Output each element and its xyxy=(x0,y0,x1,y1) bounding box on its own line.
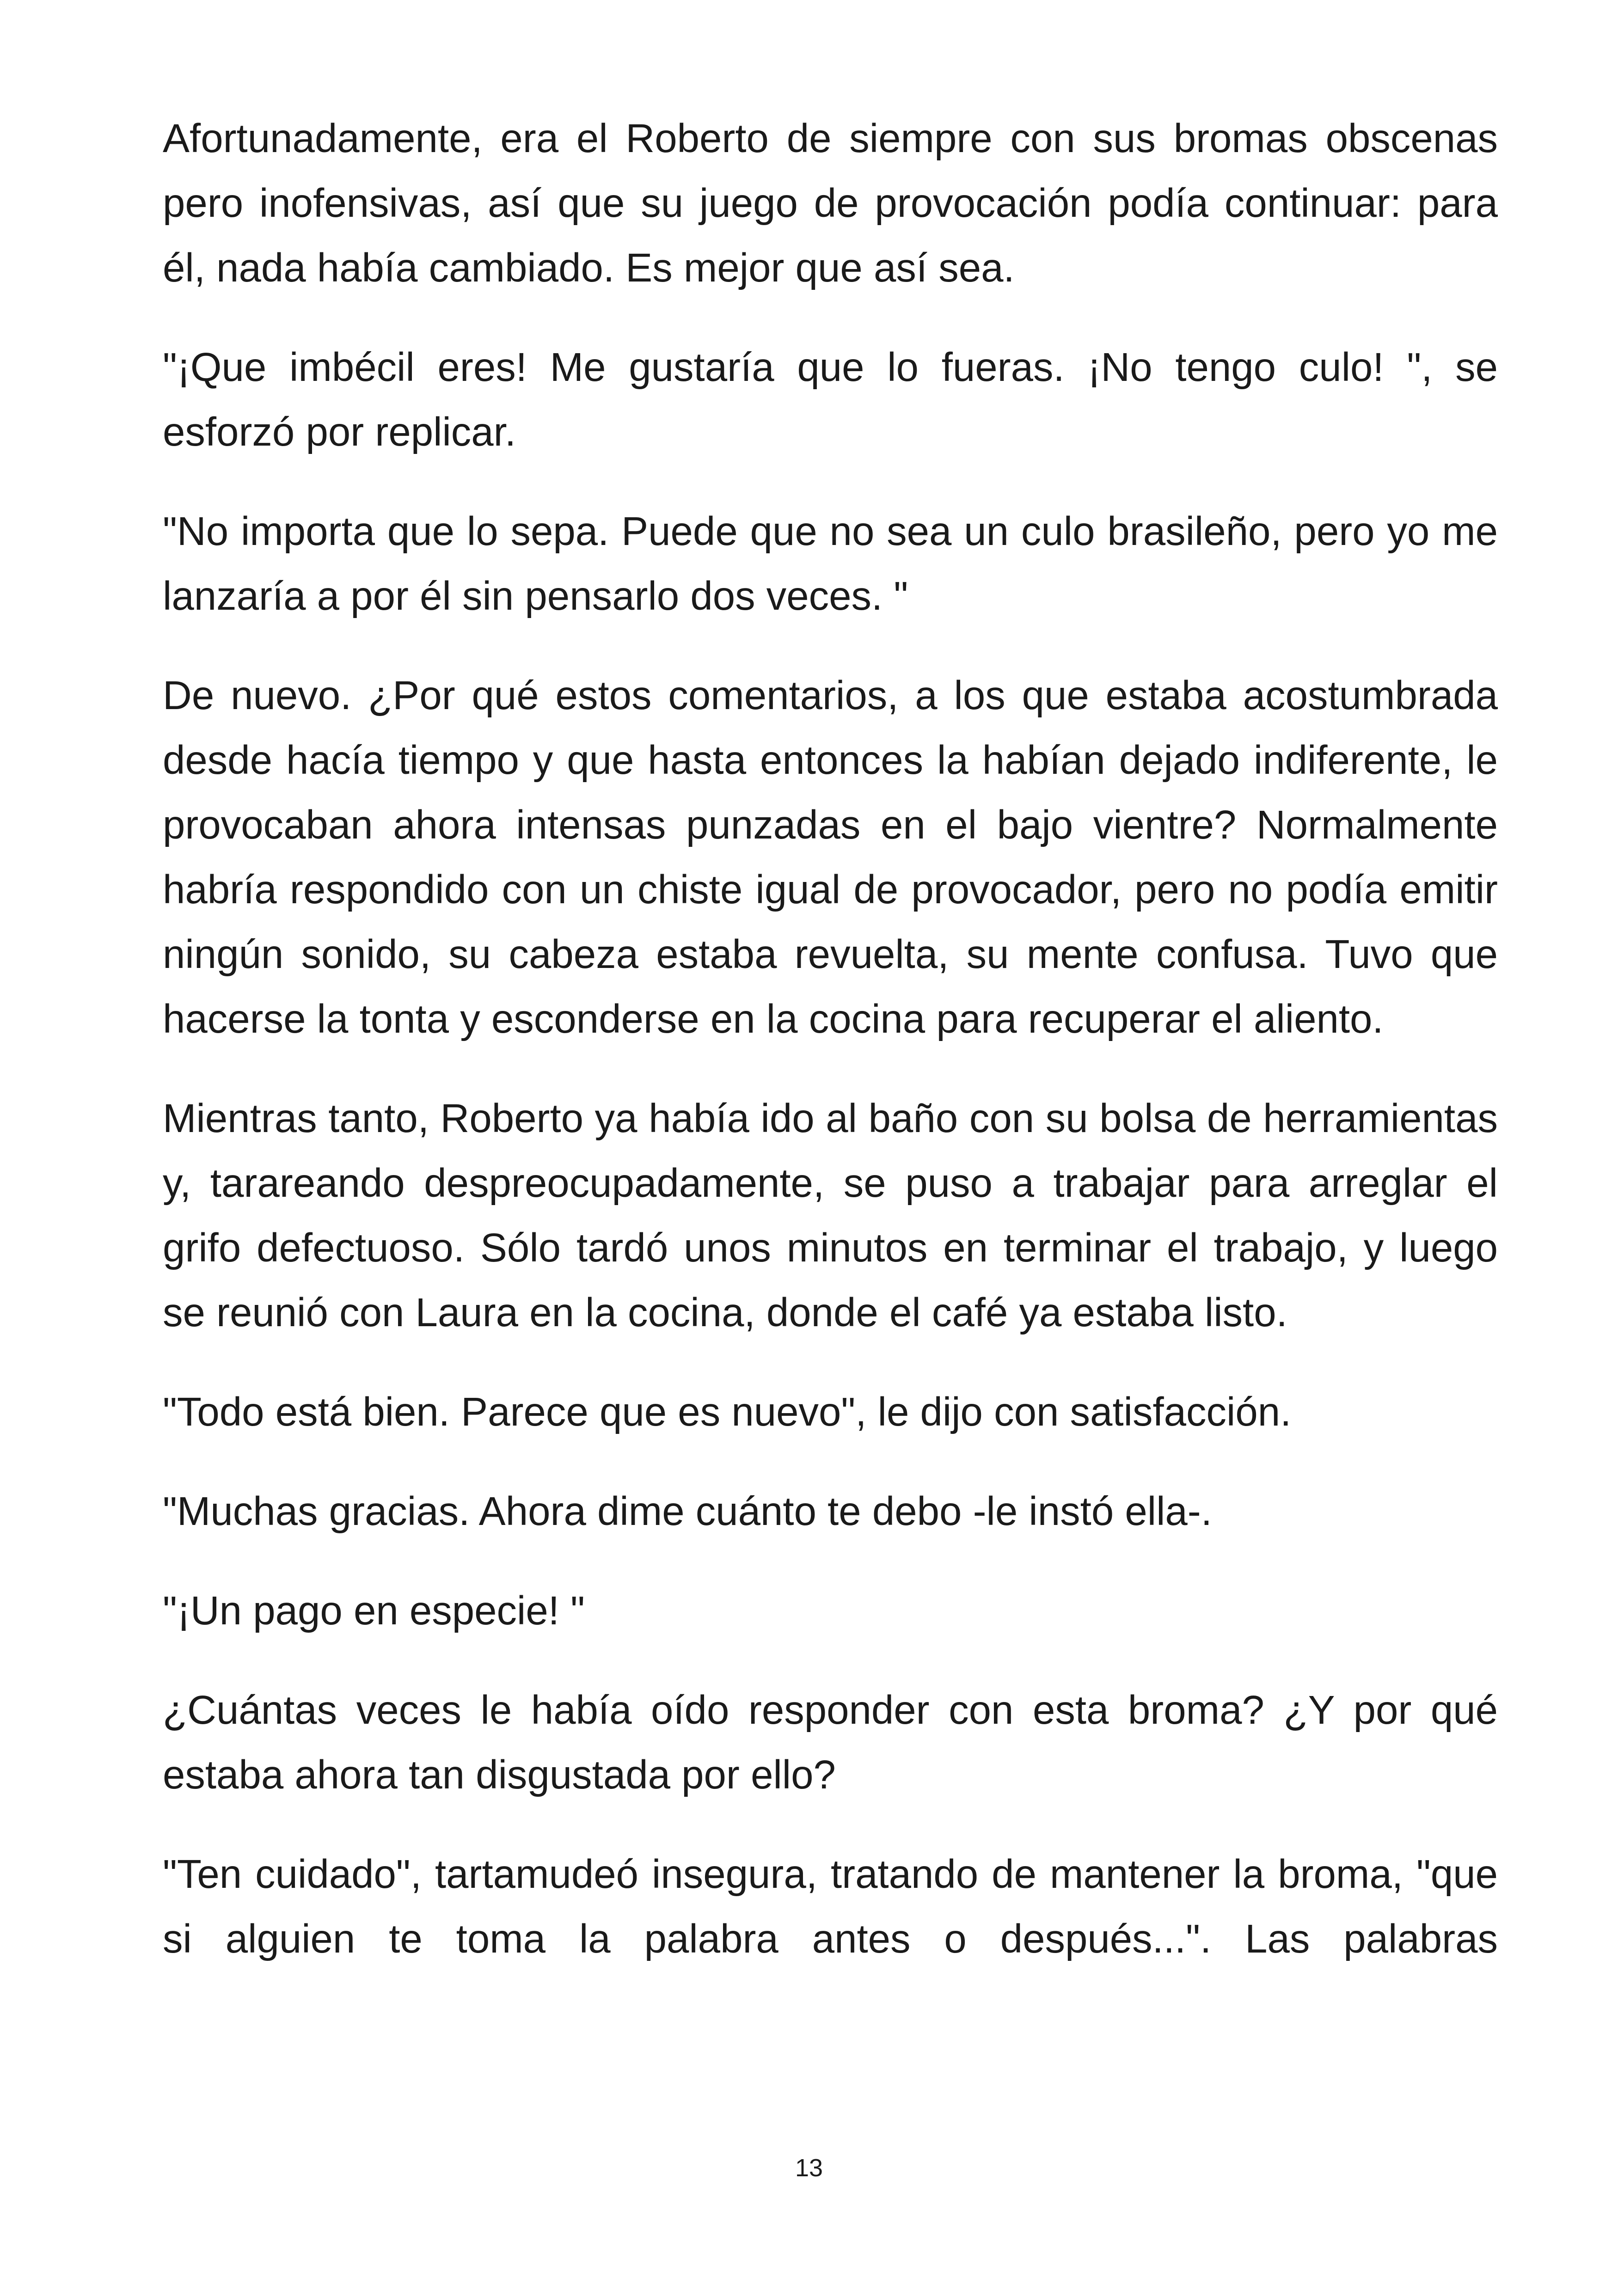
paragraph: Mientras tanto, Roberto ya había ido al baño con su bolsa de herramientas y, tarareando despreocupadamente, se puso a trabajar para arreglar el grifo defectuoso. Sólo tardó unos minutos en terminar el trabajo, y luego se reunió con Laura en la cocina, donde el café ya estaba listo. xyxy=(163,1096,1498,1335)
paragraph: Afortunadamente, era el Roberto de siempre con sus bromas obscenas pero inofensivas, así que su juego de provocación podía continuar: para él, nada había cambiado. Es mejor que así sea. xyxy=(163,116,1498,290)
paragraph: "¡Un pago en especie! " xyxy=(163,1588,585,1633)
paragraph: ¿Cuántas veces le había oído responder con esta broma? ¿Y por qué estaba ahora tan disgustada por ello? xyxy=(163,1688,1498,1797)
paragraph: "Todo está bien. Parece que es nuevo", le dijo con satisfacción. xyxy=(163,1390,1292,1434)
paragraph: "Muchas gracias. Ahora dime cuánto te debo -le instó ella-. xyxy=(163,1489,1212,1534)
paragraph: "¡Que imbécil eres! Me gustaría que lo fueras. ¡No tengo culo! ", se esforzó por replicar. xyxy=(163,345,1498,454)
paragraph: De nuevo. ¿Por qué estos comentarios, a los que estaba acostumbrada desde hacía tiempo y que hasta entonces la habían dejado indiferente, le provocaban ahora intensas punzadas en el bajo vientre? Normalmente habría respondido con un chiste igual de provocador, pero no podía emitir ningún sonido, su cabeza estaba revuelta, su mente confusa. Tuvo que hacerse la tonta y esconderse en la cocina para recuperar el aliento. xyxy=(163,673,1498,1041)
paragraph: "No importa que lo sepa. Puede que no sea un culo brasileño, pero yo me lanzaría a por él sin pensarlo dos veces. " xyxy=(163,509,1498,618)
page-number: 13 xyxy=(795,2154,823,2182)
paragraph: "Ten cuidado", tartamudeó insegura, tratando de mantener la broma, "que si alguien te toma la palabra antes o después...". Las palabras xyxy=(163,1852,1498,1961)
body-text xyxy=(163,106,1498,2006)
